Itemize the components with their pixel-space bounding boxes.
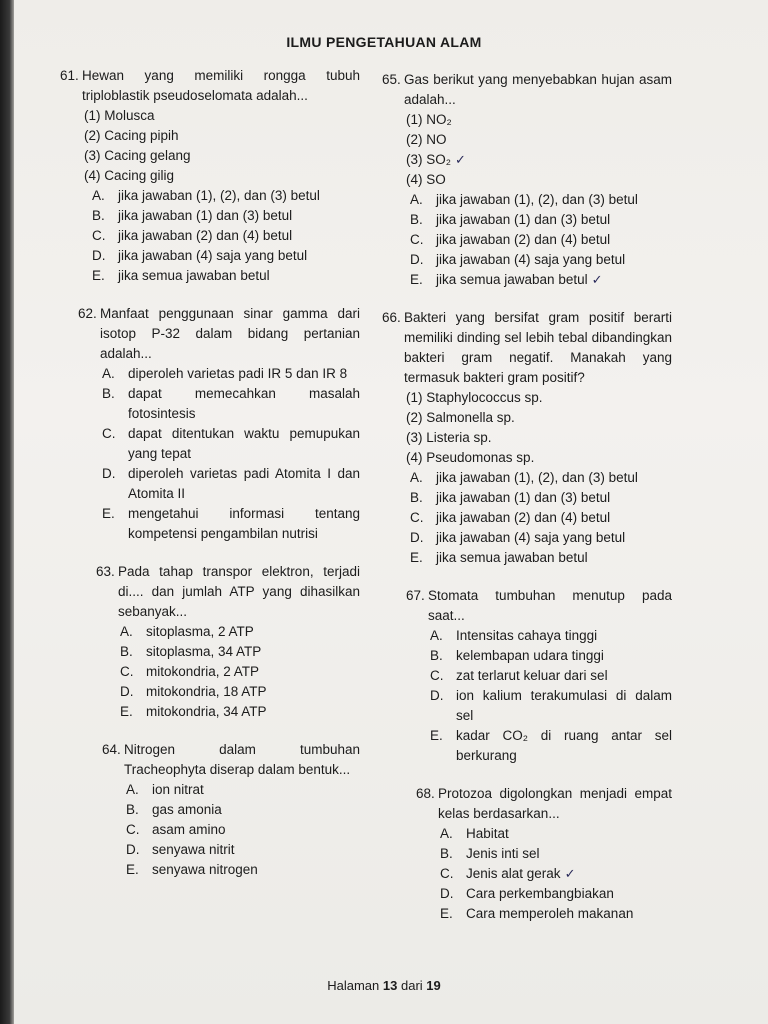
question-number: 65. — [382, 72, 401, 87]
answer-option: D. jika jawaban (4) saja yang betul — [410, 252, 626, 267]
left-column — [60, 66, 360, 880]
answer-option: A. jika jawaban (1), (2), dan (3) betul — [410, 192, 638, 207]
answer-option: B. Jenis inti sel — [440, 846, 540, 861]
statement-item: (2) Salmonella sp. — [406, 410, 515, 425]
question-text: Gas berikut yang menyebabkan hujan asam adalah... — [404, 72, 672, 107]
question-61 — [60, 66, 360, 286]
answer-option: B. gas amonia — [126, 802, 222, 817]
answer-option: D. Cara perkembangbiakan — [440, 886, 614, 901]
answer-option: A. ion nitrat — [126, 782, 204, 797]
checkmark-icon: ✓ — [455, 152, 466, 167]
answer-option-selected: E. mitokondria, 34 ATP — [120, 704, 267, 719]
statement-item: (4) Pseudomonas sp. — [406, 450, 535, 465]
answer-option: A. Intensitas cahaya tinggi — [430, 628, 598, 643]
answer-option: D. senyawa nitrit — [126, 842, 235, 857]
question-number: 64. — [102, 742, 121, 757]
total-page-number: 19 — [426, 978, 441, 993]
question-number: 62. — [78, 306, 97, 321]
statement-item: (2) NO — [406, 132, 447, 147]
answer-option: D. jika jawaban (4) saja yang betul — [92, 248, 308, 263]
answer-option: E. jika semua jawaban betul — [410, 550, 588, 565]
answer-option: E. Cara memperoleh makanan — [440, 906, 634, 921]
question-64 — [60, 740, 360, 880]
right-column — [382, 70, 672, 924]
question-number: 61. — [60, 68, 79, 83]
page-title: ILMU PENGETAHUAN ALAM — [286, 34, 482, 50]
answer-option: A. sitoplasma, 2 ATP — [120, 624, 254, 639]
answer-option: D. ion kalium terakumulasi di dalam sel — [430, 688, 672, 723]
question-text: Pada tahap transpor elektron, terjadi di.... dan jumlah ATP yang dihasilkan sebanyak... — [118, 564, 360, 619]
question-text: Hewan yang memiliki rongga tubuh triploblastik pseudoselomata adalah... — [82, 68, 360, 103]
statement-item: (2) Cacing pipih — [84, 128, 179, 143]
answer-option: B. jika jawaban (1) dan (3) betul — [410, 212, 611, 227]
question-text: Manfaat penggunaan sinar gamma dari isotop P-32 dalam bidang pertanian adalah... — [100, 306, 360, 361]
question-number: 63. — [96, 564, 115, 579]
question-66 — [382, 308, 672, 568]
page-footer: Halaman 13 dari 19 — [327, 978, 441, 993]
answer-option: E. kadar CO₂ di ruang antar sel berkurang — [430, 728, 672, 763]
checkmark-icon: ✓ — [564, 866, 576, 881]
statement-item: (3) Listeria sp. — [406, 430, 492, 445]
answer-option: D. jika jawaban (4) saja yang betul — [410, 530, 626, 545]
question-67 — [382, 586, 672, 766]
answer-option: C. Jenis alat gerak ✓ — [440, 864, 672, 884]
statement-item: (1) Molusca — [84, 108, 155, 123]
answer-option: C. dapat ditentukan waktu pemupukan yang tepat — [102, 426, 360, 461]
question-68 — [382, 784, 672, 924]
question-number: 68. — [416, 786, 435, 801]
question-text: Stomata tumbuhan menutup pada saat... — [428, 588, 672, 623]
answer-option: B. sitoplasma, 34 ATP — [120, 644, 262, 659]
statement-item: (3) Cacing gelang — [84, 148, 191, 163]
answer-option: E. jika semua jawaban betul ✓ — [410, 270, 672, 290]
answer-option: A. jika jawaban (1), (2), dan (3) betul — [410, 470, 638, 485]
answer-option: D. mitokondria, 18 ATP — [120, 684, 267, 699]
answer-option: D. diperoleh varietas padi Atomita I dan Atomita II — [102, 466, 360, 501]
question-text: Bakteri yang bersifat gram positif berarti memiliki dinding sel lebih tebal dibandingkan bakteri gram negatif. Manakah yang termasuk bakteri gram positif? — [404, 310, 672, 385]
answer-option: A. Habitat — [440, 826, 509, 841]
current-page-number: 13 — [382, 978, 398, 993]
statement-item: (3) SO₂ ✓ — [406, 150, 672, 170]
answer-option: A. jika jawaban (1), (2), dan (3) betul — [92, 188, 320, 203]
question-65 — [382, 70, 672, 290]
answer-option: E. jika semua jawaban betul — [92, 268, 270, 283]
answer-option: C. asam amino — [126, 822, 226, 837]
question-number: 67. — [406, 588, 425, 603]
statement-item: (1) Staphylococcus sp. — [406, 390, 543, 405]
statement-item: (4) SO — [406, 172, 446, 187]
answer-option: E. senyawa nitrogen — [126, 862, 258, 877]
question-63 — [60, 562, 360, 722]
question-number: 66. — [382, 310, 401, 325]
statement-item: (1) NO₂ — [406, 112, 452, 127]
statement-item: (4) Cacing gilig — [84, 168, 175, 183]
answer-option: C. mitokondria, 2 ATP — [120, 664, 260, 679]
answer-option: E. mengetahui informasi tentang kompetensi pengambilan nutrisi — [102, 506, 360, 541]
answer-option: A. diperoleh varietas padi IR 5 dan IR 8 — [102, 366, 348, 381]
question-text: Protozoa digolongkan menjadi empat kelas berdasarkan... — [438, 786, 672, 821]
answer-option: B. jika jawaban (1) dan (3) betul — [92, 208, 293, 223]
answer-option: B. kelembapan udara tinggi — [430, 648, 604, 663]
answer-option: C. jika jawaban (2) dan (4) betul — [92, 228, 293, 243]
checkmark-icon: ✓ — [591, 272, 603, 287]
answer-option: B. dapat memecahkan masalah fotosintesis — [102, 386, 360, 421]
answer-option: C. zat terlarut keluar dari sel — [430, 668, 608, 683]
answer-option: C. jika jawaban (2) dan (4) betul — [410, 510, 611, 525]
answer-option: B. jika jawaban (1) dan (3) betul — [410, 490, 611, 505]
question-62 — [60, 304, 360, 544]
question-text: Nitrogen dalam tumbuhan Tracheophyta diserap dalam bentuk... — [124, 742, 360, 777]
answer-option: C. jika jawaban (2) dan (4) betul — [410, 232, 611, 247]
